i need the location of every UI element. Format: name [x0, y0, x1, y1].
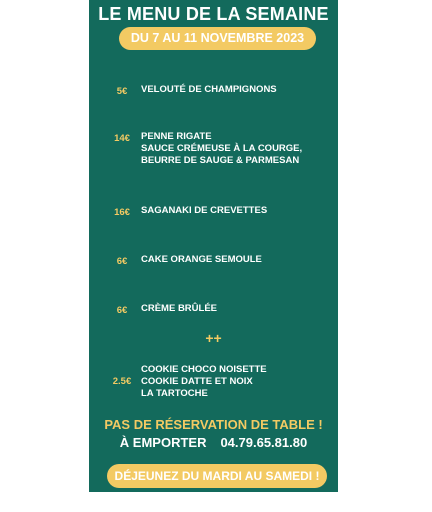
item-line: CAKE ORANGE SEMOULE	[141, 254, 262, 265]
menu-board	[89, 0, 338, 492]
item-price: 2.5€	[112, 376, 132, 387]
menu-title: LE MENU DE LA SEMAINE	[98, 4, 329, 24]
opening-days-badge: DÉJEUNEZ DU MARDI AU SAMEDI !	[107, 464, 327, 488]
item-price: 14€	[114, 133, 130, 144]
item-line: BEURRE DE SAUGE & PARMESAN	[141, 155, 300, 166]
no-reservation-notice: PAS DE RÉSERVATION DE TABLE !	[104, 417, 323, 432]
item-name	[141, 84, 277, 96]
item-line: CRÈME BRÛLÉE	[141, 303, 218, 314]
item-name	[141, 131, 302, 167]
item-line: SAGANAKI DE CREVETTES	[141, 205, 268, 216]
takeaway-label: À EMPORTER	[119, 435, 207, 450]
date-range-badge: DU 7 AU 11 NOVEMBRE 2023	[119, 27, 316, 50]
item-line: LA TARTOCHE	[141, 388, 208, 399]
item-price: 5€	[116, 86, 128, 97]
item-line: COOKIE CHOCO NOISETTE	[141, 364, 267, 375]
item-price: 6€	[116, 256, 128, 267]
item-line: COOKIE DATTE ET NOIX	[141, 376, 253, 387]
item-line: VELOUTÉ DE CHAMPIGNONS	[141, 84, 277, 95]
phone-number: 04.79.65.81.80	[220, 435, 308, 450]
item-price: 6€	[116, 305, 128, 316]
item-line: SAUCE CRÉMEUSE À LA COURGE,	[141, 143, 303, 154]
separator: ++	[205, 330, 222, 346]
item-name	[141, 303, 217, 315]
item-name	[141, 205, 267, 217]
item-name	[141, 254, 262, 266]
takeaway-line	[89, 435, 338, 450]
item-price: 16€	[114, 207, 130, 218]
item-line: PENNE RIGATE	[141, 131, 212, 142]
item-name	[141, 364, 267, 400]
